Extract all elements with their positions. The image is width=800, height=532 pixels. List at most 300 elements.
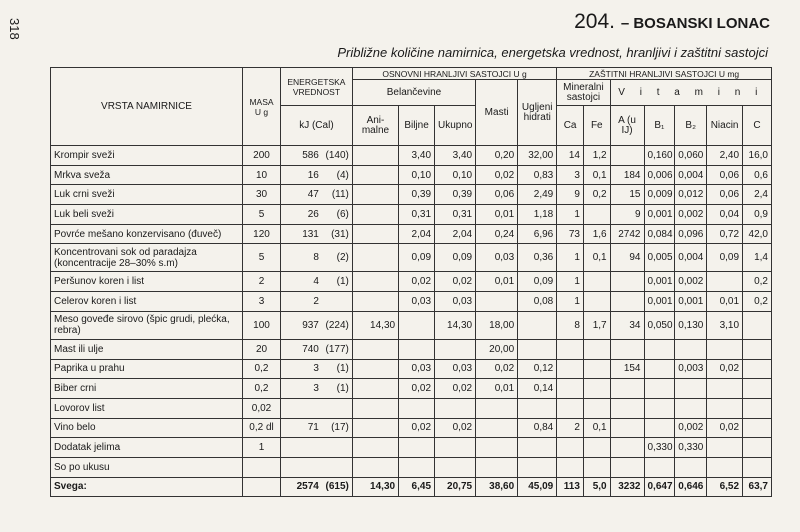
value-c (743, 379, 772, 399)
value-b2: 0,002 (675, 418, 707, 438)
recipe-title (574, 10, 770, 34)
value-ca (557, 379, 584, 399)
energy-cell (281, 146, 353, 166)
value-b2: 0,002 (675, 272, 707, 292)
value-b1: 0,001 (644, 205, 675, 225)
value-masa: 120 (243, 224, 281, 244)
value-niacin (707, 398, 743, 418)
value-fe: 5,0 (583, 477, 610, 497)
value-ca: 1 (557, 244, 584, 272)
value-a (610, 292, 644, 312)
value-niacin: 0,02 (707, 359, 743, 379)
value-ca (557, 438, 584, 458)
value-masa: 2 (243, 272, 281, 292)
value-ugh: 0,36 (518, 244, 557, 272)
value-ca: 3 (557, 165, 584, 185)
table-body (51, 146, 772, 497)
value-masti (476, 418, 518, 438)
value-a (610, 272, 644, 292)
value-masti (476, 457, 518, 477)
energy-cell (281, 205, 353, 225)
value-a (610, 146, 644, 166)
value-b1: 0,330 (644, 438, 675, 458)
energy-kj: 131 (302, 228, 319, 240)
value-niacin: 3,10 (707, 311, 743, 339)
table-row (51, 311, 772, 339)
value-b2: 0,060 (675, 146, 707, 166)
energy-cell (281, 477, 353, 497)
value-ukup: 0,02 (435, 418, 476, 438)
value-ukup: 0,02 (435, 272, 476, 292)
table-row (51, 165, 772, 185)
value-masa: 5 (243, 244, 281, 272)
food-name: Svega: (51, 477, 243, 497)
value-niacin: 0,04 (707, 205, 743, 225)
value-bilj: 0,10 (399, 165, 435, 185)
header-energetska: ENERGETSKA VREDNOST (281, 68, 353, 106)
value-bilj: 0,03 (399, 359, 435, 379)
value-bilj: 0,31 (399, 205, 435, 225)
energy-cell (281, 339, 353, 359)
header-ugljeni: Ugljeni hidrati (518, 80, 557, 146)
value-masti: 0,01 (476, 379, 518, 399)
value-ca: 1 (557, 272, 584, 292)
value-ca: 113 (557, 477, 584, 497)
value-ca: 8 (557, 311, 584, 339)
value-bilj: 6,45 (399, 477, 435, 497)
value-a (610, 418, 644, 438)
header-belancevine: Belančevine (352, 80, 475, 106)
value-masa: 20 (243, 339, 281, 359)
value-anim (352, 146, 398, 166)
value-niacin: 6,52 (707, 477, 743, 497)
value-c (743, 339, 772, 359)
value-fe (583, 205, 610, 225)
value-ugh (518, 311, 557, 339)
value-masa (243, 477, 281, 497)
value-anim (352, 185, 398, 205)
value-c (743, 311, 772, 339)
value-ugh: 0,84 (518, 418, 557, 438)
energy-kj: 3 (313, 383, 319, 395)
value-bilj: 0,03 (399, 292, 435, 312)
value-bilj: 2,04 (399, 224, 435, 244)
value-bilj: 0,39 (399, 185, 435, 205)
energy-kj: 26 (307, 208, 319, 220)
table-row (51, 339, 772, 359)
header-vrsta: VRSTA NAMIRNICE (51, 68, 243, 146)
value-a (610, 457, 644, 477)
value-anim (352, 244, 398, 272)
value-masti: 20,00 (476, 339, 518, 359)
value-c: 0,2 (743, 292, 772, 312)
value-ukup: 0,03 (435, 292, 476, 312)
value-anim (352, 359, 398, 379)
value-fe: 1,7 (583, 311, 610, 339)
recipe-number: 204. (574, 10, 615, 33)
energy-cell (281, 398, 353, 418)
food-name: Dodatak jelima (51, 438, 243, 458)
value-ukup (435, 438, 476, 458)
value-b2: 0,012 (675, 185, 707, 205)
value-b2: 0,096 (675, 224, 707, 244)
energy-kj: 16 (307, 169, 319, 181)
header-osnovni: OSNOVNI HRANLJIVI SASTOJCI U g (352, 68, 556, 80)
value-fe (583, 457, 610, 477)
table-row (51, 244, 772, 272)
value-niacin: 0,09 (707, 244, 743, 272)
value-b1: 0,006 (644, 165, 675, 185)
value-anim (352, 292, 398, 312)
food-name: So po ukusu (51, 457, 243, 477)
value-masti (476, 438, 518, 458)
table-row (51, 185, 772, 205)
energy-cal: (17) (331, 422, 349, 434)
value-b2 (675, 379, 707, 399)
table-row (51, 272, 772, 292)
value-niacin: 0,06 (707, 165, 743, 185)
value-ca: 1 (557, 205, 584, 225)
value-b1 (644, 339, 675, 359)
energy-cal: (140) (325, 149, 349, 161)
energy-kj: 71 (307, 422, 319, 434)
value-masti: 0,02 (476, 165, 518, 185)
value-niacin (707, 272, 743, 292)
value-c: 0,6 (743, 165, 772, 185)
value-c (743, 398, 772, 418)
value-fe: 0,1 (583, 244, 610, 272)
table-row (51, 224, 772, 244)
value-c (743, 438, 772, 458)
value-c (743, 457, 772, 477)
value-anim (352, 165, 398, 185)
value-b2 (675, 457, 707, 477)
value-ugh (518, 398, 557, 418)
energy-cell (281, 359, 353, 379)
value-anim (352, 398, 398, 418)
food-name: Biber crni (51, 379, 243, 399)
value-ugh: 0,14 (518, 379, 557, 399)
value-a (610, 339, 644, 359)
energy-kj: 3 (313, 363, 319, 375)
value-fe (583, 379, 610, 399)
value-c: 0,9 (743, 205, 772, 225)
nutrition-table (50, 67, 772, 497)
table-row (51, 379, 772, 399)
page-number: 318 (7, 18, 22, 40)
value-niacin: 0,02 (707, 418, 743, 438)
value-ugh: 32,00 (518, 146, 557, 166)
energy-cal: (615) (325, 481, 349, 493)
value-niacin (707, 457, 743, 477)
value-b2: 0,646 (675, 477, 707, 497)
value-b2: 0,003 (675, 359, 707, 379)
value-ugh: 0,08 (518, 292, 557, 312)
energy-cell (281, 272, 353, 292)
value-ukup (435, 398, 476, 418)
energy-cal: (1) (336, 276, 349, 288)
value-a (610, 398, 644, 418)
food-name: Paprika u prahu (51, 359, 243, 379)
value-niacin: 0,06 (707, 185, 743, 205)
energy-cal: (177) (325, 343, 349, 355)
food-name: Vino belo (51, 418, 243, 438)
value-ca: 1 (557, 292, 584, 312)
value-a: 154 (610, 359, 644, 379)
value-masa: 100 (243, 311, 281, 339)
table-subtitle: Približne količine namirnica, energetska vrednost, hranljivi i zaštitni sastojci (337, 45, 768, 60)
energy-kj: 2574 (296, 481, 319, 493)
value-masa: 5 (243, 205, 281, 225)
value-b1 (644, 418, 675, 438)
value-b1: 0,050 (644, 311, 675, 339)
value-ugh (518, 438, 557, 458)
energy-cell (281, 224, 353, 244)
value-masti: 0,01 (476, 205, 518, 225)
energy-cal: (11) (331, 189, 349, 201)
header-b2: B₂ (675, 106, 707, 146)
value-masa: 0,2 (243, 359, 281, 379)
value-a: 9 (610, 205, 644, 225)
table-row (51, 418, 772, 438)
value-b1 (644, 359, 675, 379)
value-masti (476, 292, 518, 312)
food-name: Luk beli sveži (51, 205, 243, 225)
energy-cell (281, 418, 353, 438)
value-b2: 0,130 (675, 311, 707, 339)
value-fe (583, 292, 610, 312)
value-b2: 0,004 (675, 244, 707, 272)
food-name: Krompir sveži (51, 146, 243, 166)
table-row (51, 398, 772, 418)
value-bilj: 0,02 (399, 418, 435, 438)
value-masa: 1 (243, 438, 281, 458)
value-a: 3232 (610, 477, 644, 497)
value-fe: 1,2 (583, 146, 610, 166)
value-fe (583, 398, 610, 418)
value-b2: 0,002 (675, 205, 707, 225)
value-ca: 9 (557, 185, 584, 205)
food-name: Lovorov list (51, 398, 243, 418)
value-ukup (435, 457, 476, 477)
food-name: Meso goveđe sirovo (špic grudi, plećka, rebra) (51, 311, 243, 339)
value-ukup: 20,75 (435, 477, 476, 497)
value-anim (352, 272, 398, 292)
value-masa: 0,02 (243, 398, 281, 418)
value-a: 184 (610, 165, 644, 185)
energy-kj: 740 (302, 343, 319, 355)
value-bilj (399, 457, 435, 477)
header-ukupno: Ukupno (435, 106, 476, 146)
value-ukup: 0,10 (435, 165, 476, 185)
header-a: A (u IJ) (610, 106, 644, 146)
value-masti (476, 398, 518, 418)
value-ca: 73 (557, 224, 584, 244)
value-niacin: 2,40 (707, 146, 743, 166)
value-ugh: 6,96 (518, 224, 557, 244)
energy-cell (281, 379, 353, 399)
value-bilj (399, 339, 435, 359)
value-b2 (675, 398, 707, 418)
value-a: 94 (610, 244, 644, 272)
value-anim: 14,30 (352, 477, 398, 497)
value-b1 (644, 379, 675, 399)
value-masa: 10 (243, 165, 281, 185)
energy-cell (281, 438, 353, 458)
value-masa: 200 (243, 146, 281, 166)
food-name: Mrkva sveža (51, 165, 243, 185)
value-masti: 18,00 (476, 311, 518, 339)
value-ukup: 0,03 (435, 359, 476, 379)
value-ca: 2 (557, 418, 584, 438)
header-animalne: Ani-malne (352, 106, 398, 146)
energy-kj: 8 (313, 252, 319, 264)
energy-kj: 4 (313, 276, 319, 288)
energy-kj: 2 (313, 295, 319, 307)
value-c (743, 359, 772, 379)
energy-cell (281, 185, 353, 205)
energy-cell (281, 244, 353, 272)
header-kj-cal: kJ (Cal) (281, 106, 353, 146)
value-masa: 30 (243, 185, 281, 205)
value-a: 2742 (610, 224, 644, 244)
energy-kj: 937 (302, 319, 319, 331)
value-masa: 3 (243, 292, 281, 312)
value-fe: 1,6 (583, 224, 610, 244)
value-ukup: 3,40 (435, 146, 476, 166)
header-niacin: Niacin (707, 106, 743, 146)
value-b1: 0,009 (644, 185, 675, 205)
value-b1: 0,160 (644, 146, 675, 166)
value-a (610, 379, 644, 399)
table-row (51, 359, 772, 379)
value-anim (352, 339, 398, 359)
value-bilj: 0,02 (399, 272, 435, 292)
value-masa: 0,2 (243, 379, 281, 399)
energy-cal: (1) (336, 383, 349, 395)
value-b1: 0,084 (644, 224, 675, 244)
header-zastitni: ZAŠTITNI HRANLJIVI SASTOJCI U mg (557, 68, 772, 80)
value-ukup: 2,04 (435, 224, 476, 244)
table-row (51, 146, 772, 166)
energy-cell (281, 292, 353, 312)
value-b2: 0,330 (675, 438, 707, 458)
recipe-name: – BOSANSKI LONAC (620, 15, 770, 32)
value-masti: 38,60 (476, 477, 518, 497)
table-row (51, 457, 772, 477)
value-b1: 0,001 (644, 272, 675, 292)
value-ca: 14 (557, 146, 584, 166)
energy-cal: (2) (336, 252, 349, 264)
value-c: 42,0 (743, 224, 772, 244)
energy-kj: 586 (302, 149, 319, 161)
header-vitamini: V i t a m i n i (610, 80, 771, 106)
value-c: 16,0 (743, 146, 772, 166)
value-masti: 0,03 (476, 244, 518, 272)
value-anim (352, 379, 398, 399)
value-fe: 0,1 (583, 165, 610, 185)
value-ugh: 45,09 (518, 477, 557, 497)
value-masti: 0,01 (476, 272, 518, 292)
value-niacin (707, 339, 743, 359)
value-anim (352, 205, 398, 225)
value-a: 34 (610, 311, 644, 339)
value-a: 15 (610, 185, 644, 205)
value-niacin (707, 379, 743, 399)
value-masti: 0,06 (476, 185, 518, 205)
energy-cal: (224) (325, 319, 349, 331)
header-fe: Fe (583, 106, 610, 146)
table-row (51, 438, 772, 458)
value-masti: 0,24 (476, 224, 518, 244)
value-ca (557, 359, 584, 379)
energy-cal: (31) (331, 228, 349, 240)
value-ugh: 2,49 (518, 185, 557, 205)
value-ukup: 0,31 (435, 205, 476, 225)
value-niacin: 0,01 (707, 292, 743, 312)
value-b1: 0,647 (644, 477, 675, 497)
value-niacin: 0,72 (707, 224, 743, 244)
value-bilj: 3,40 (399, 146, 435, 166)
header-ca: Ca (557, 106, 584, 146)
value-fe: 0,2 (583, 185, 610, 205)
value-c (743, 418, 772, 438)
header-b1: B₁ (644, 106, 675, 146)
energy-cell (281, 457, 353, 477)
energy-cell (281, 311, 353, 339)
value-ukup: 0,09 (435, 244, 476, 272)
header-masa: MASA U g (243, 68, 281, 146)
value-a (610, 438, 644, 458)
value-b1: 0,001 (644, 292, 675, 312)
value-anim (352, 457, 398, 477)
energy-kj: 47 (307, 189, 319, 201)
energy-cal: (6) (336, 208, 349, 220)
food-name: Mast ili ulje (51, 339, 243, 359)
value-masa: 0,2 dl (243, 418, 281, 438)
value-bilj: 0,09 (399, 244, 435, 272)
value-anim (352, 438, 398, 458)
value-ugh: 0,83 (518, 165, 557, 185)
value-b1: 0,005 (644, 244, 675, 272)
value-masa (243, 457, 281, 477)
energy-cell (281, 165, 353, 185)
header-mineralni: Mineralni sastojci (557, 80, 610, 106)
value-ugh (518, 339, 557, 359)
value-ca (557, 339, 584, 359)
total-row (51, 477, 772, 497)
header-biljne: Biljne (399, 106, 435, 146)
value-anim: 14,30 (352, 311, 398, 339)
header-masti: Masti (476, 80, 518, 146)
value-ugh (518, 457, 557, 477)
value-b2 (675, 339, 707, 359)
value-masti: 0,02 (476, 359, 518, 379)
value-b2: 0,001 (675, 292, 707, 312)
table-row (51, 205, 772, 225)
food-name: Povrće mešano konzervisano (đuveč) (51, 224, 243, 244)
food-name: Koncentrovani sok od paradajza (koncentracije 28–30% s.m) (51, 244, 243, 272)
food-name: Peršunov koren i list (51, 272, 243, 292)
value-b1 (644, 398, 675, 418)
energy-cal: (1) (336, 363, 349, 375)
value-ugh: 0,09 (518, 272, 557, 292)
value-fe (583, 272, 610, 292)
value-ukup (435, 339, 476, 359)
value-anim (352, 418, 398, 438)
value-anim (352, 224, 398, 244)
food-name: Luk crni sveži (51, 185, 243, 205)
